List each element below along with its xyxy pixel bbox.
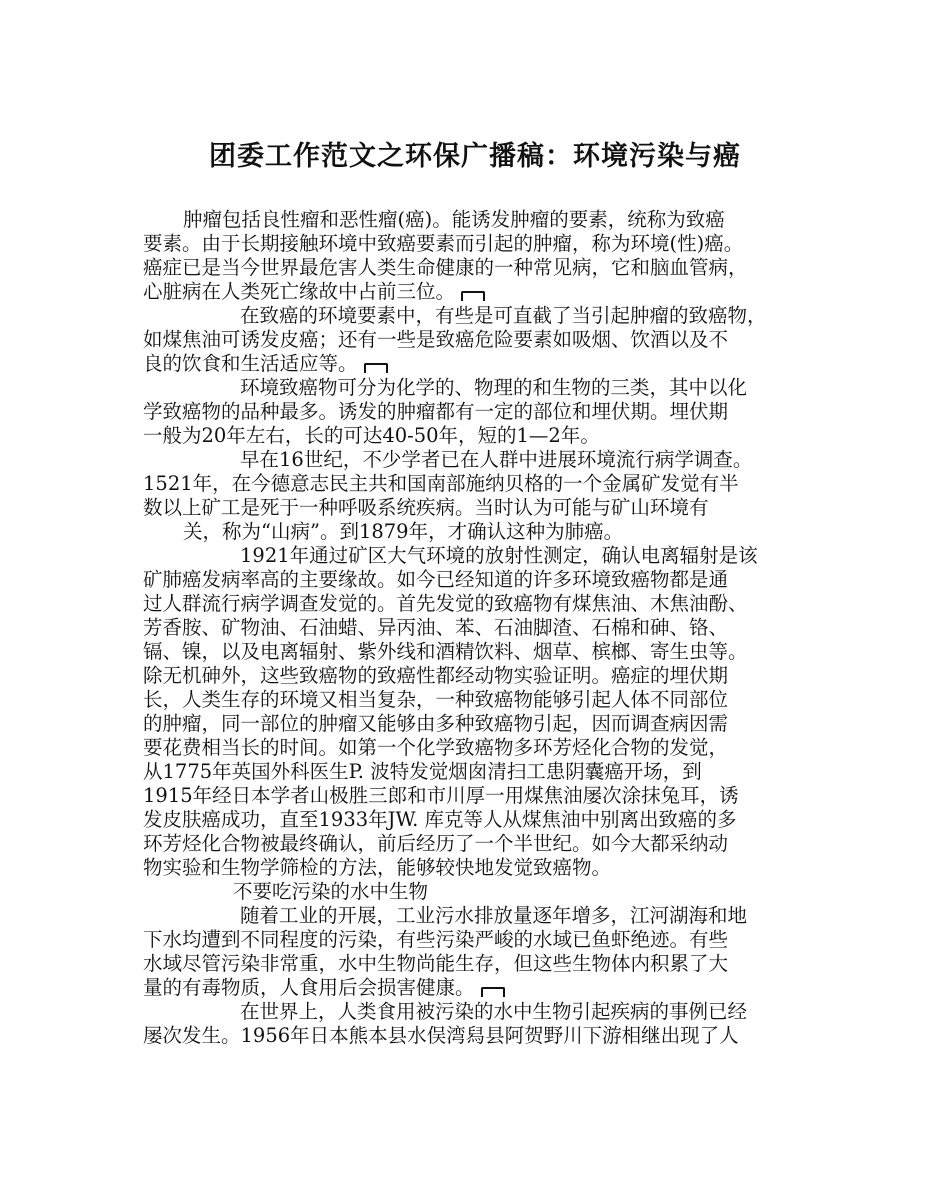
text-line: 屡次发生。1956年日本熊本县水俣湾舄县阿贺野川下游相继出现了人	[143, 1024, 739, 1047]
text-line: 如煤焦油可诱发皮癌；还有一些是致癌危险要素如吸烟、饮酒以及不	[143, 328, 729, 351]
text-line: 下水均遭到不同程度的污染，有些污染严峻的水域已鱼虾绝迹。有些	[143, 928, 729, 951]
text-line: 癌症已是当今世界最危害人类生命健康的一种常见病，它和脑血管病，	[143, 256, 748, 279]
text-line: 在致癌的环境要素中，有些是可直截了当引起肿瘤的致癌物，	[240, 304, 767, 327]
text-line: 1921年通过矿区大气环境的放射性测定，确认电离辐射是该	[240, 544, 758, 567]
text-line: 要素。由于长期接触环境中致癌要素而引起的肿瘤，称为环境(性)癌。	[143, 232, 744, 255]
text-line-with-mark	[143, 352, 388, 376]
text-line: 心脏病在人类死亡缘故中占前三位。	[143, 280, 456, 303]
text-line: 长，人类生存的环境又相当复杂，一种致癌物能够引起人体不同部位	[143, 688, 729, 711]
text-line: 一般为20年左右，长的可达40-50年，短的1—2年。	[143, 424, 600, 447]
text-line: 良的饮食和生活适应等。	[143, 352, 358, 375]
text-line: 量的有毒物质，人食用后会损害健康。	[143, 976, 475, 999]
text-line-with-mark	[143, 976, 505, 1000]
text-line: 环境致癌物可分为化学的、物理的和生物的三类，其中以化	[240, 376, 748, 399]
text-line: 肿瘤包括良性瘤和恶性瘤(癌)。能诱发肿瘤的要素，统称为致癌	[183, 208, 725, 231]
paragraph-mark-icon	[364, 363, 388, 373]
text-line: 从1775年英国外科医生P. 波特发觉烟囱清扫工患阴囊癌开场，到	[143, 760, 702, 783]
document-title: 团委工作范文之环保广播稿：环境污染与癌	[209, 141, 741, 172]
text-line: 关，称为“山病”。到1879年，才确认这种为肺癌。	[183, 520, 624, 543]
text-line: 随着工业的开展，工业污水排放量逐年增多，江河湖海和地	[240, 904, 748, 927]
section-heading: 不要吃污染的水中生物	[233, 880, 429, 903]
text-line: 数以上矿工是死于一种呼吸系统疾病。当时认为可能与矿山环境有	[143, 496, 709, 519]
text-line-with-mark	[143, 280, 485, 304]
text-line: 物实验和生物学筛检的方法，能够较快地发觉致癌物。	[143, 856, 612, 879]
text-line: 环芳烃化合物被最终确认，前后经历了一个半世纪。如今大都采纳动	[143, 832, 729, 855]
text-line: 学致癌物的品种最多。诱发的肿瘤都有一定的部位和埋伏期。埋伏期	[143, 400, 729, 423]
text-line: 镉、镍，以及电离辐射、紫外线和酒精饮料、烟草、槟榔、寄生虫等。	[143, 640, 748, 663]
text-line: 发皮肤癌成功，直至1933年JW. 库克等人从煤焦油中别离出致癌的多	[143, 808, 737, 831]
text-line: 早在16世纪，不少学者已在人群中进展环境流行病学调查。	[240, 448, 753, 471]
text-line: 除无机砷外，这些致癌物的致癌性都经动物实验证明。癌症的埋伏期	[143, 664, 729, 687]
text-line: 水域尽管污染非常重，水中生物尚能生存，但这些生物体内积累了大	[143, 952, 729, 975]
text-line: 芳香胺、矿物油、石油蜡、异丙油、苯、石油脚渣、石棉和砷、铬、	[143, 616, 729, 639]
text-line: 要花费相当长的时间。如第一个化学致癌物多环芳烃化合物的发觉，	[143, 736, 729, 759]
text-line: 过人群流行病学调查发觉的。首先发觉的致癌物有煤焦油、木焦油酚、	[143, 592, 748, 615]
paragraph-mark-icon	[481, 987, 505, 997]
text-line: 在世界上，人类食用被污染的水中生物引起疾病的事例已经	[240, 1000, 748, 1023]
text-line: 1915年经日本学者山极胜三郎和市川厚一用煤焦油屡次涂抹兔耳，诱	[143, 784, 739, 807]
text-line: 1521年，在今德意志民主共和国南部施纳贝格的一个金属矿发觉有半	[143, 472, 739, 495]
text-line: 矿肺癌发病率高的主要缘故。如今已经知道的许多环境致癌物都是通	[143, 568, 729, 591]
paragraph-mark-icon	[461, 291, 485, 301]
text-line: 的肿瘤，同一部位的肿瘤又能够由多种致癌物引起，因而调查病因需	[143, 712, 729, 735]
